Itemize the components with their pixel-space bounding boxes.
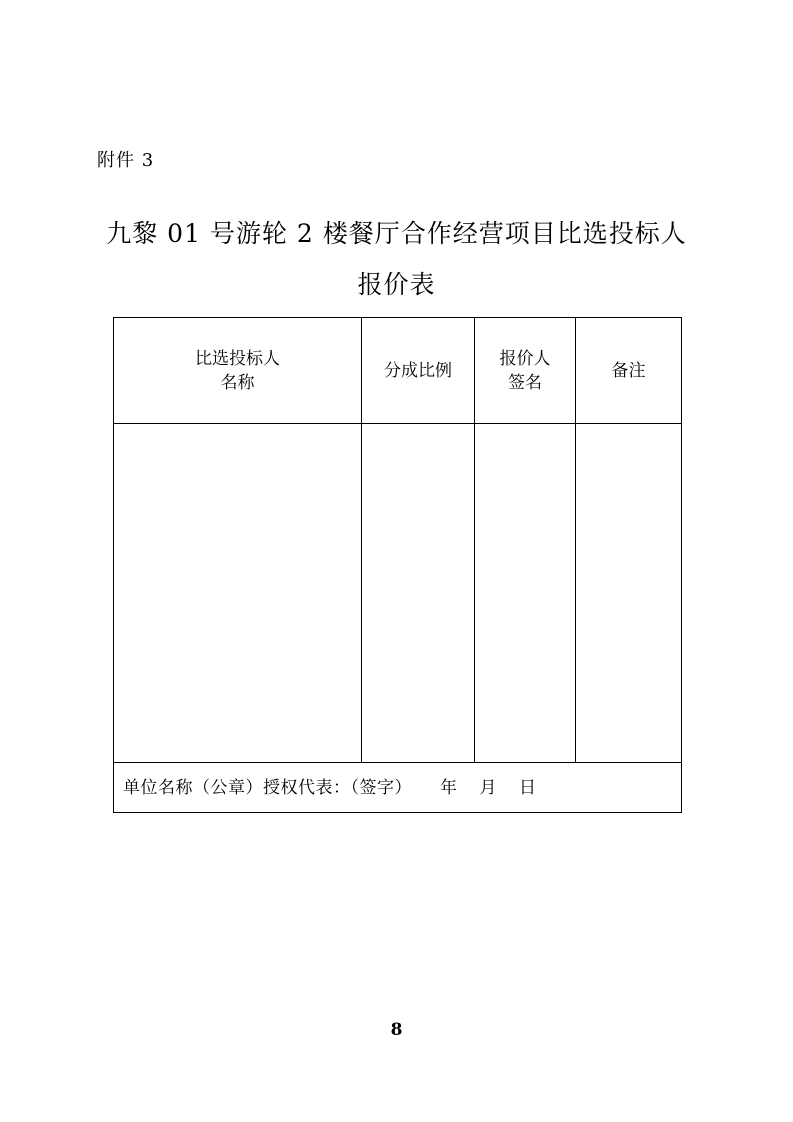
document-title-line-2: 报价表 [357,270,436,299]
footer-label: 单位名称（公章）授权代表：（签字） [123,777,412,798]
footer-row [114,763,682,813]
header-remarks-text: 备注 [611,360,646,381]
header-quoter-signature-line-2: 签名 [508,372,542,393]
quoter-signature-cell[interactable] [475,424,576,763]
header-quoter-signature [475,318,576,424]
header-bidder-name-line-1: 比选投标人 [195,348,280,369]
footer-year: 年 [440,777,458,798]
document-title-line-1: 九黎 01 号游轮 2 楼餐厅合作经营项目比选投标人 [106,219,687,248]
header-row [114,318,682,424]
signature-footer [114,763,682,813]
header-share-ratio-text: 分成比例 [384,360,452,381]
quote-table [113,317,682,813]
footer-month: 月 [479,777,497,798]
attachment-label: 附件 3 [97,150,155,171]
share-ratio-cell[interactable] [362,424,475,763]
footer-day: 日 [519,777,537,798]
page-number: 8 [390,1020,403,1040]
header-quoter-signature-line-1: 报价人 [499,348,551,369]
header-bidder-name [114,318,362,424]
header-remarks [576,318,682,424]
header-bidder-name-line-2: 名称 [220,372,255,393]
entry-row [114,424,682,763]
header-share-ratio [362,318,475,424]
remarks-cell[interactable] [576,424,682,763]
bidder-name-cell[interactable] [114,424,362,763]
